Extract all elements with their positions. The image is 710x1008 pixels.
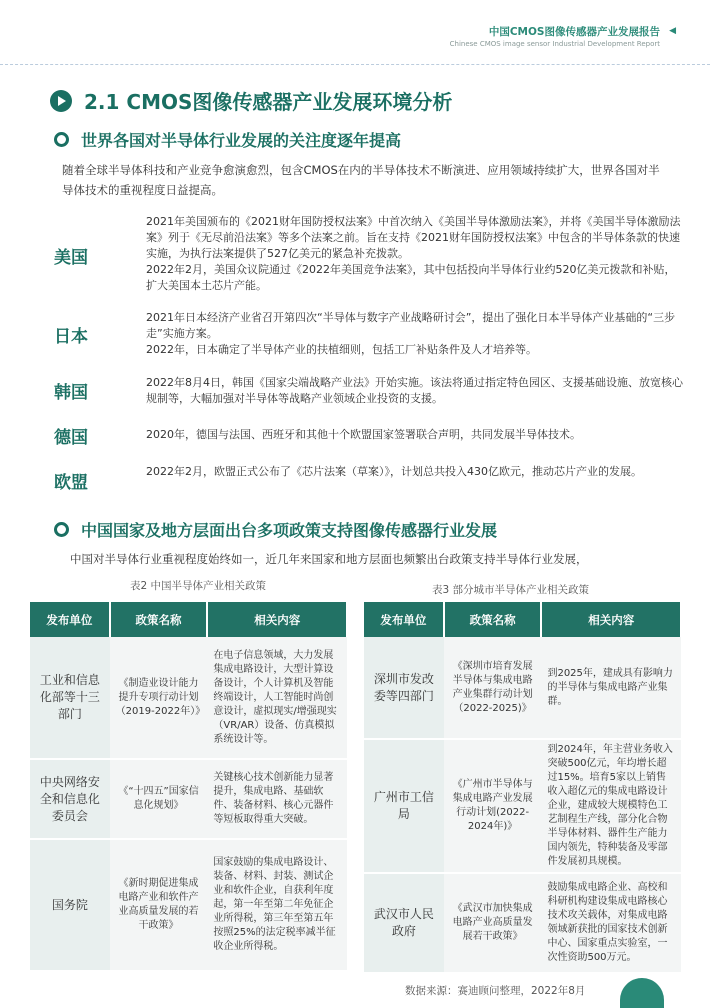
report-subtitle: Chinese CMOS image sensor Industrial Development Report — [449, 40, 660, 48]
country-text-line: 2021年美国颁布的《2021财年国防授权法案》中首次纳入《美国半导体激励法案》，并将《美国半导体激励法案》列于《无尽前沿法案》等多个法案之前。旨在支持《2021财年国防授权法案》中包含的半导体条款的快速实施，为执行法案提供了527亿美元的紧急补充拨款。 — [146, 215, 681, 260]
country-label-us: 美国 — [54, 248, 88, 268]
table2-caption: 表2 中国半导体产业相关政策 — [130, 580, 267, 592]
page-tab-decoration — [620, 978, 664, 1008]
country-text-kr — [146, 375, 686, 407]
table-cell: 在电子信息领域，大力发展集成电路设计，大型计算设备设计，个人计算机及智能终端设计，人工智能时尚创意设计，虚拟现实/增强现实（VR/AR）设备、仿真模拟系统设计等。 — [207, 637, 347, 759]
country-label-de: 德国 — [54, 428, 88, 448]
play-icon — [50, 90, 72, 112]
section-title — [50, 86, 452, 115]
table-cell: 工业和信息化部等十三部门 — [30, 637, 110, 759]
intro-paragraph: 随着全球半导体科技和产业竞争愈演愈烈，包含CMOS在内的半导体技术不断演进、应用领域持续扩大，世界各国对半导体技术的重视程度日益提高。 — [62, 163, 660, 197]
table2-header: 发布单位 — [30, 602, 110, 637]
country-text-line: 2022年2月，欧盟正式公布了《芯片法案（草案）》，计划总共投入430亿欧元，推动芯片产业的发展。 — [146, 465, 642, 478]
table-cell: 《制造业设计能力提升专项行动计划（2019-2022年）》 — [110, 637, 208, 759]
country-text-line: 2022年2月，美国众议院通过《2022年美国竞争法案》，其中包括投向半导体行业约520亿美元拨款和补贴，扩大美国本土芯片产能。 — [146, 263, 676, 292]
table-cell: 《广州市半导体与集成电路产业发展行动计划(2022-2024年)》 — [444, 739, 542, 873]
country-text-de — [146, 427, 686, 443]
table-cell: 到2025年，建成具有影响力的半导体与集成电路产业集群。 — [541, 637, 681, 739]
table-row — [364, 739, 681, 873]
table-row — [30, 637, 347, 759]
table-cell: 深圳市发改委等四部门 — [364, 637, 444, 739]
ring-bullet-icon — [54, 522, 69, 537]
table3-header: 发布单位 — [364, 602, 444, 637]
subsection-title-text: 中国国家及地方层面出台多项政策支持图像传感器行业发展 — [81, 521, 498, 540]
report-title: 中国CMOS图像传感器产业发展报告 — [488, 26, 660, 38]
table-row — [30, 839, 347, 971]
country-label-kr: 韩国 — [54, 383, 88, 403]
country-text-us — [146, 214, 686, 294]
country-text-line: 2022年，日本确定了半导体产业的扶植细则，包括工厂补贴条件及人才培养等。 — [146, 343, 537, 356]
table2-header: 政策名称 — [110, 602, 208, 637]
section-title-text: 2.1 CMOS图像传感器产业发展环境分析 — [84, 90, 453, 114]
country-text-line: 2021年日本经济产业省召开第四次“半导体与数字产业战略研讨会”，提出了强化日本半导体产业基础的“三步走”实施方案。 — [146, 311, 676, 340]
data-source-note: 数据来源：赛迪顾问整理，2022年8月 — [405, 985, 586, 997]
table-cell: 《武汉市加快集成电路产业高质量发展若干政策》 — [444, 873, 542, 973]
table3-header: 政策名称 — [444, 602, 542, 637]
table-cell: 中央网络安全和信息化委员会 — [30, 759, 110, 839]
table2 — [30, 602, 348, 972]
table-cell: 到2024年，年主营业务收入突破500亿元，年均增长超过15%。培育5家以上销售收入超亿元的集成电路设计企业，建成较大规模特色工艺制程生产线，部分化合物半导体材料、器件生产能力国内领先，特种装备及零部件发展初具规模。 — [541, 739, 681, 873]
subsection-title-world — [54, 128, 401, 151]
table-cell: 关键核心技术创新能力显著提升，集成电路、基础软件、装备材料、核心元器件等短板取得重大突破。 — [207, 759, 347, 839]
ring-bullet-icon — [54, 132, 69, 147]
table-cell: 广州市工信局 — [364, 739, 444, 873]
subsection-title-text: 世界各国对半导体行业发展的关注度逐年提高 — [81, 131, 402, 150]
table-row — [364, 873, 681, 973]
table-cell: 武汉市人民政府 — [364, 873, 444, 973]
country-text-jp — [146, 310, 686, 358]
triangle-icon: ◀ — [669, 26, 676, 36]
table2-header: 相关内容 — [207, 602, 347, 637]
table-cell: 国家鼓励的集成电路设计、装备、材料、封装、测试企业和软件企业，自获利年度起，第一年至第二年免征企业所得税，第三年至第五年按照25%的法定税率减半征收企业所得税。 — [207, 839, 347, 971]
table-row — [364, 637, 681, 739]
intro-paragraph-2: 中国对半导体行业重视程度始终如一，近几年来国家和地方层面也频繁出台政策支持半导体行业发展， — [70, 552, 588, 566]
table-cell: 《新时期促进集成电路产业和软件产业高质量发展的若干政策》 — [110, 839, 208, 971]
page-header — [0, 0, 710, 60]
header-divider — [0, 64, 710, 65]
subsection-title-china — [54, 518, 497, 541]
country-text-line: 2022年8月4日，韩国《国家尖端战略产业法》开始实施。该法将通过指定特色园区、支援基础设施、放宽核心规制等，大幅加强对半导体等战略产业领域企业投资的支援。 — [146, 376, 683, 405]
table-cell: 鼓励集成电路企业、高校和科研机构建设集成电路核心技术攻关载体，对集成电路领域新获批的国家技术创新中心、国家重点实验室，一次性资助500万元。 — [541, 873, 681, 973]
country-label-jp: 日本 — [54, 327, 88, 347]
country-text-eu — [146, 464, 686, 480]
table-cell: 国务院 — [30, 839, 110, 971]
table-row — [30, 759, 347, 839]
country-text-line: 2020年，德国与法国、西班牙和其他十个欧盟国家签署联合声明，共同发展半导体技术。 — [146, 428, 581, 441]
country-label-eu: 欧盟 — [54, 473, 88, 493]
table-cell: 《深圳市培育发展半导体与集成电路产业集群行动计划（2022-2025)》 — [444, 637, 542, 739]
table3-header: 相关内容 — [541, 602, 681, 637]
table3-caption: 表3 部分城市半导体产业相关政策 — [432, 584, 590, 596]
table3 — [364, 602, 682, 974]
table-cell: 《“十四五”国家信息化规划》 — [110, 759, 208, 839]
